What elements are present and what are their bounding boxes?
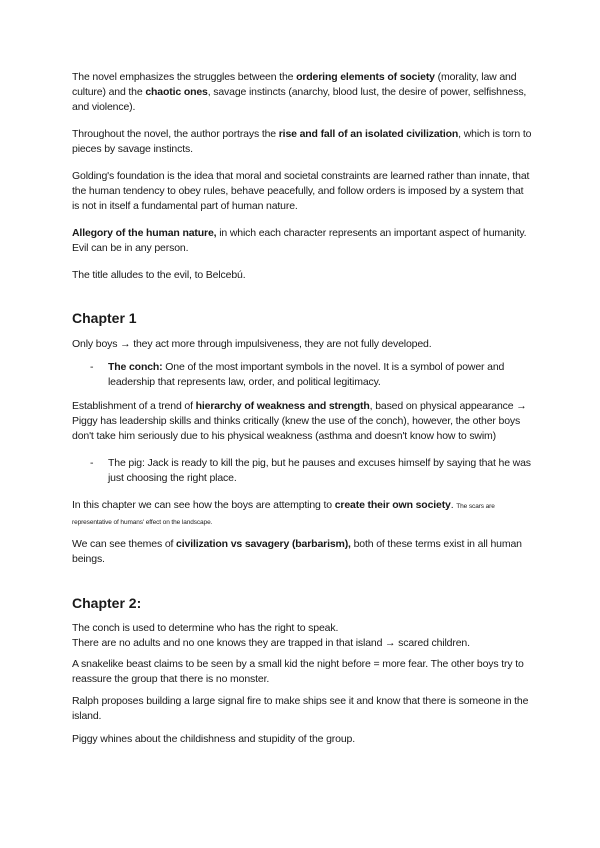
chapter-2-paragraph-5: Piggy whines about the childishness and stupidity of the group. xyxy=(72,733,355,745)
chapter-2-paragraph-2: There are no adults and no one knows they are trapped in that island → scared children. xyxy=(72,637,470,649)
document-body xyxy=(72,70,532,747)
text-run: in which each character represents an important aspect of humanity. Evil can be in any person. xyxy=(72,227,527,254)
chapter-1-heading: Chapter 1 xyxy=(72,310,137,326)
intro-paragraph-1 xyxy=(72,70,532,115)
text-run: The pig: Jack is ready to kill the pig, but he pauses and excuses himself by saying that he was just choosing the right place. xyxy=(108,457,531,484)
intro-paragraph-3: Golding's foundation is the idea that moral and societal constraints are learned rather than innate, that the human tendency to obey rules, behave peacefully, and follow orders is imposed by a system that is not in itself a fundamental part of human nature. xyxy=(72,170,530,212)
text-run: (morality, law and culture) and the xyxy=(72,71,517,98)
chapter-1-bullet-conch xyxy=(72,360,532,390)
text-run: . xyxy=(450,499,457,511)
chapter-2-paragraph-4: Ralph proposes building a large signal fire to make ships see it and know that there is someone in the island. xyxy=(72,695,529,722)
bullet-dash: - xyxy=(90,457,94,469)
chapter-2-paragraph-1: The conch is used to determine who has the right to speak. xyxy=(72,622,339,634)
text-run: , based on physical appearance → Piggy has leadership skills and thinks critically (knew the use of the conch), however, the other boys don't take him seriously due to his physical weakness (asthma and doesn't know how to swim) xyxy=(72,400,527,442)
text-run: , which is torn to pieces by savage instincts. xyxy=(72,128,532,155)
bold-phrase: The conch: xyxy=(108,361,163,373)
chapter-1-bullet-pig xyxy=(72,456,532,486)
bold-phrase: civilization vs savagery (barbarism), xyxy=(176,538,351,550)
chapter-1-paragraph-3 xyxy=(72,498,532,530)
text-run: We can see themes of xyxy=(72,538,177,550)
intro-paragraph-4 xyxy=(72,226,532,256)
chapter-1-paragraph-4 xyxy=(72,537,532,567)
chapter-1-paragraph-2 xyxy=(72,399,532,444)
chapter-1-paragraph-1: Only boys → they act more through impulsiveness, they are not fully developed. xyxy=(72,338,432,350)
text-run: , savage instincts (anarchy, blood lust, the desire of power, selfishness, and violence). xyxy=(72,86,527,113)
intro-paragraph-2 xyxy=(72,127,532,157)
bold-phrase: rise and fall of an isolated civilization xyxy=(278,128,459,140)
text-run: both of these terms exist in all human beings. xyxy=(72,538,522,565)
text-run: In this chapter we can see how the boys are attempting to xyxy=(72,499,335,511)
text-run: The novel emphasizes the struggles between the xyxy=(72,71,297,83)
bold-phrase: ordering elements of society xyxy=(296,71,435,83)
text-run: One of the most important symbols in the novel. It is a symbol of power and leadership that represents law, order, and political legitimacy. xyxy=(108,361,505,388)
bold-phrase: Allegory of the human nature, xyxy=(72,227,217,239)
text-run: Throughout the novel, the author portrays the xyxy=(72,128,279,140)
bold-phrase: chaotic ones xyxy=(145,86,208,98)
bold-phrase: hierarchy of weakness and strength xyxy=(195,400,370,412)
tiny-text: The scars are representative of humans' effect on the landscape. xyxy=(72,503,495,526)
chapter-2-heading: Chapter 2: xyxy=(72,595,142,611)
bullet-dash: - xyxy=(90,361,94,373)
chapter-2-paragraph-3: A snakelike beast claims to be seen by a small kid the night before = more fear. The other boys try to reassure the group that there is no monster. xyxy=(72,658,524,685)
text-run: Establishment of a trend of xyxy=(72,400,196,412)
bold-phrase: create their own society xyxy=(334,499,451,511)
intro-paragraph-5: The title alludes to the evil, to Belcebú. xyxy=(72,269,246,281)
